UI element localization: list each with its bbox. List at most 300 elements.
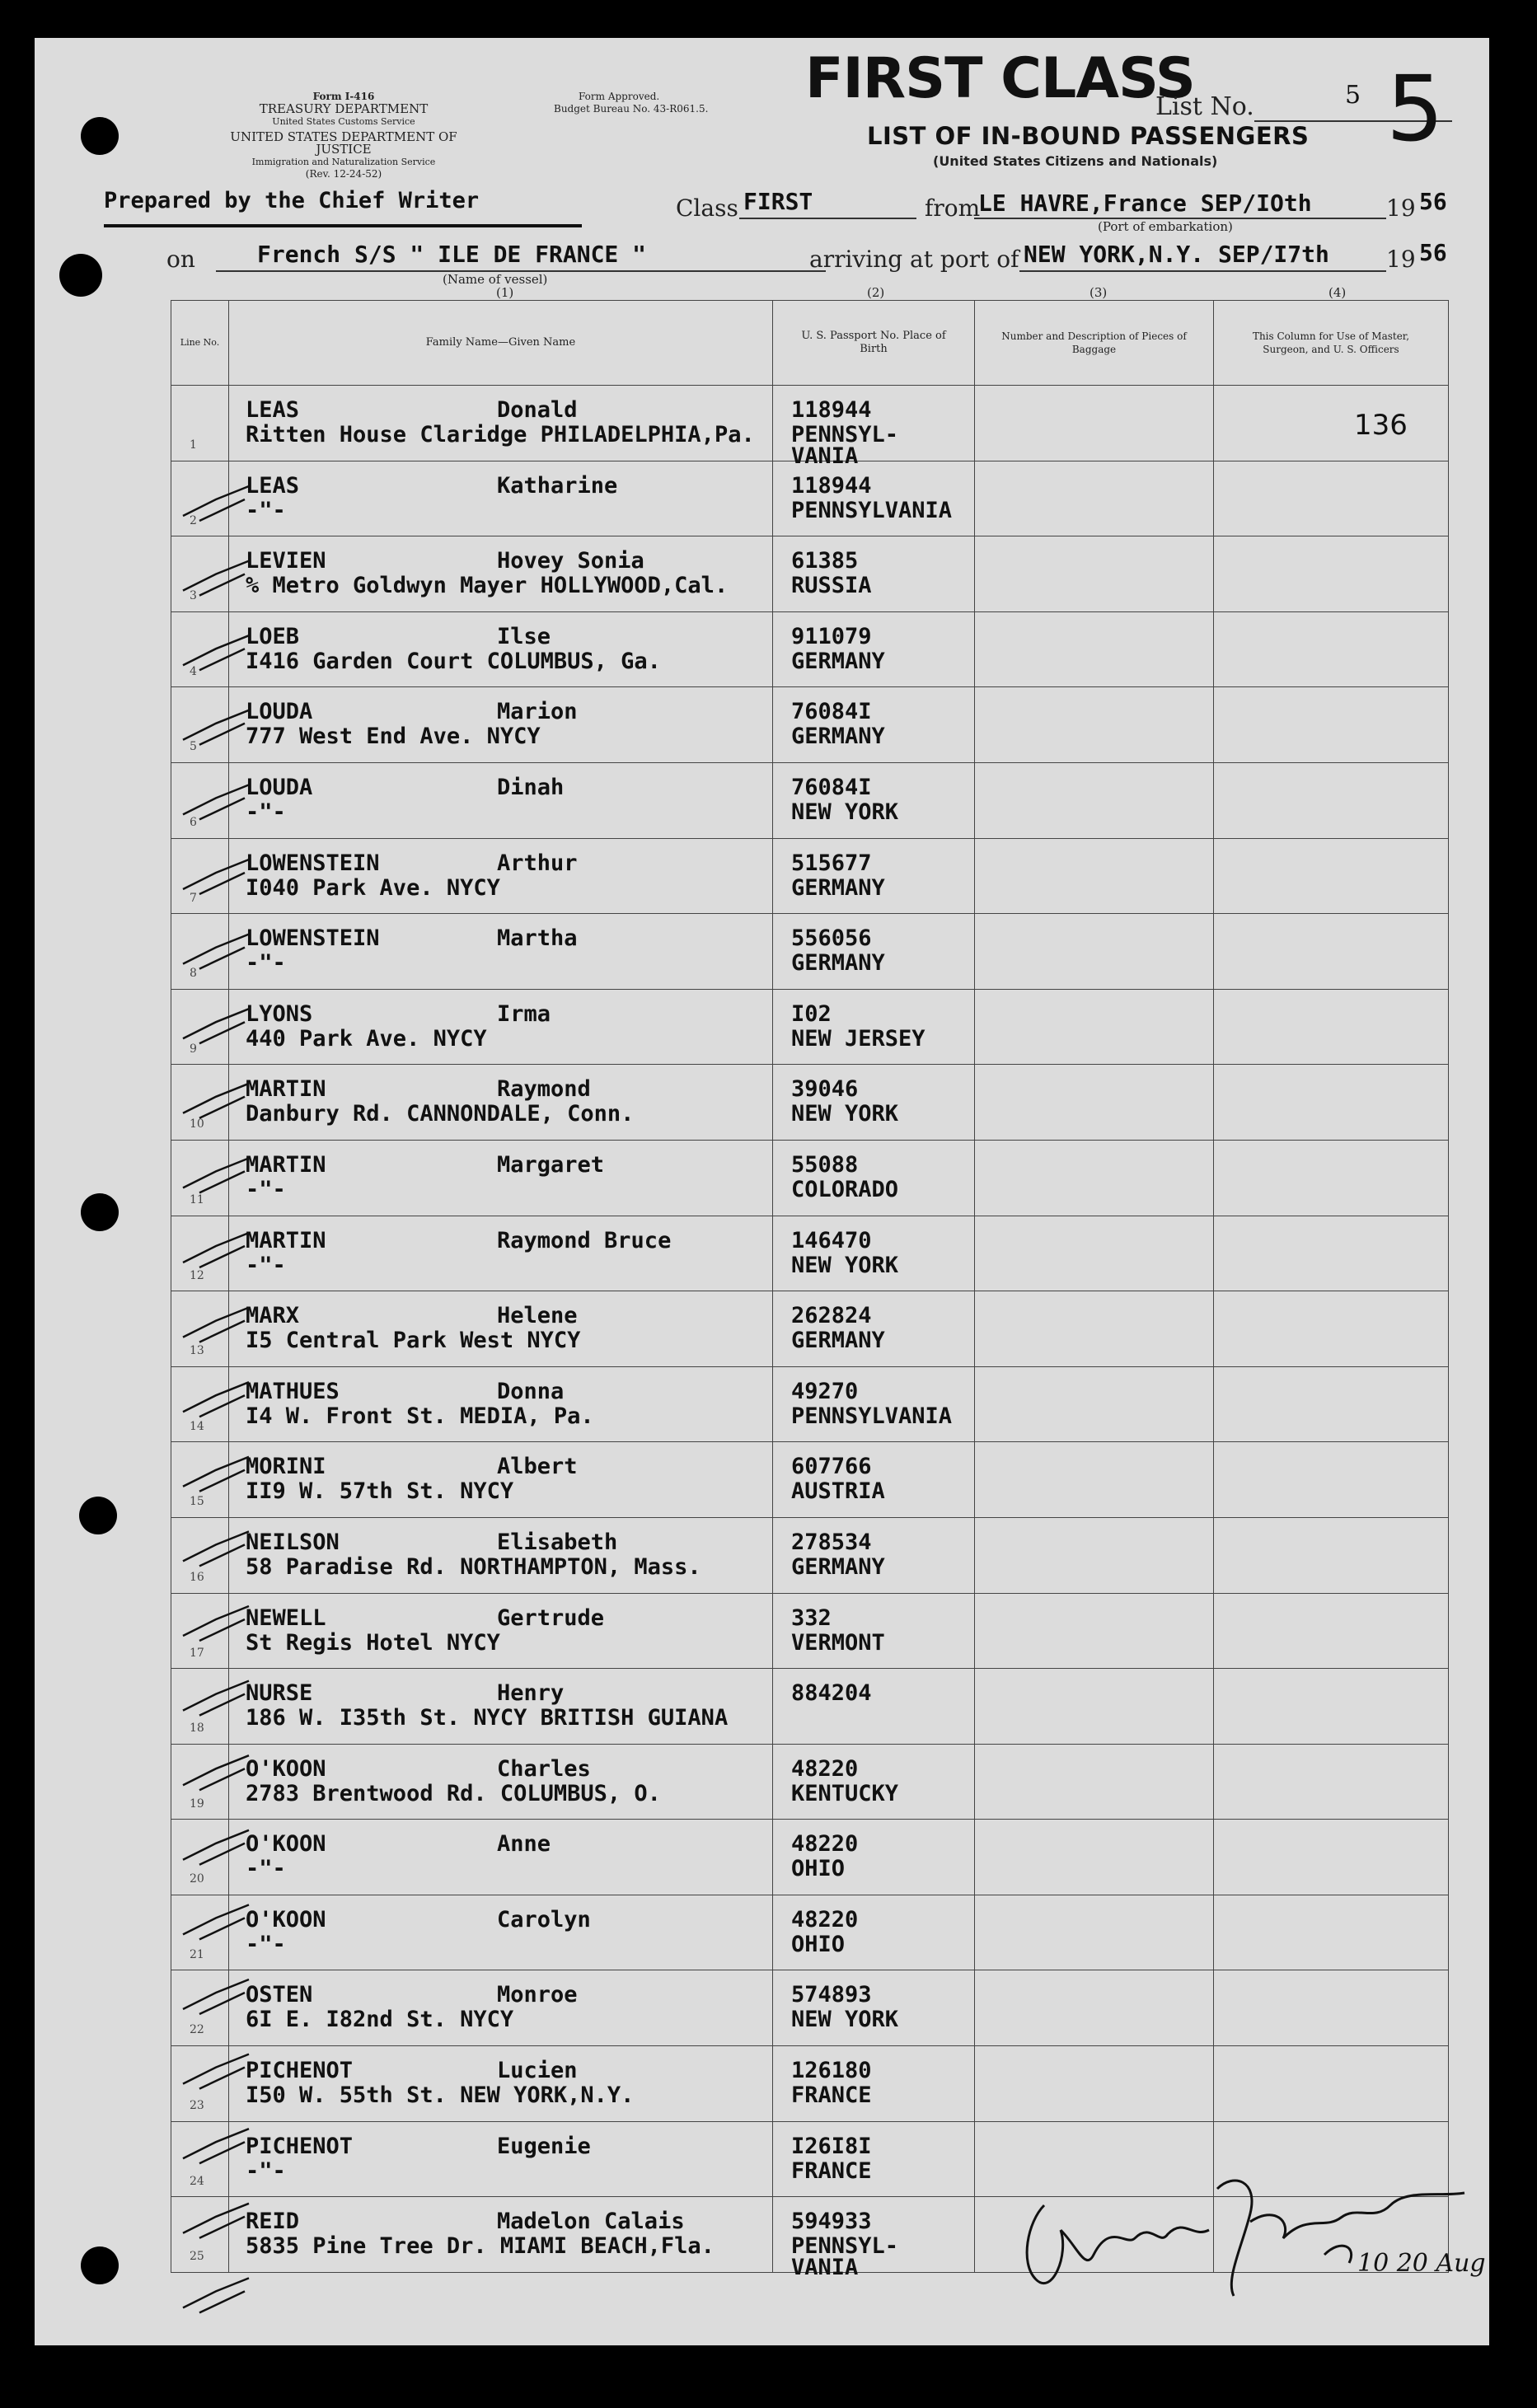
officer-cell xyxy=(1214,536,1449,612)
table-row xyxy=(171,461,1449,536)
line-number: 23 xyxy=(190,2099,204,2113)
check-mark xyxy=(183,2204,249,2238)
place-of-birth: GERMANY xyxy=(791,648,885,674)
place-of-birth: NEW YORK xyxy=(791,1252,899,1278)
address: 440 Park Ave. NYCY xyxy=(246,1025,487,1052)
passport-number: 607766 xyxy=(791,1454,872,1480)
from-year: 56 xyxy=(1419,188,1447,215)
manifest-page xyxy=(35,38,1489,2345)
passport-cell xyxy=(773,1065,975,1141)
line-number: 24 xyxy=(190,2174,204,2188)
baggage-cell xyxy=(975,1366,1214,1442)
passport-number: 49270 xyxy=(791,1378,859,1404)
family-name: PICHENOT xyxy=(246,2133,354,2159)
table-row xyxy=(171,1820,1449,1895)
name-cell xyxy=(229,838,773,914)
passport-cell xyxy=(773,2046,975,2122)
officer-cell xyxy=(1214,1366,1449,1442)
check-mark xyxy=(183,1158,249,1192)
passport-cell xyxy=(773,838,975,914)
name-cell xyxy=(229,1140,773,1216)
line-number: 1 xyxy=(190,438,197,452)
line-number: 22 xyxy=(190,2023,204,2037)
passport-number: 76084I xyxy=(791,699,872,725)
baggage-cell xyxy=(975,1820,1214,1895)
given-name: Gertrude xyxy=(497,1605,605,1631)
officer-cell xyxy=(1214,762,1449,838)
table-row xyxy=(171,989,1449,1065)
given-name: Madelon Calais xyxy=(497,2209,685,2235)
baggage-cell xyxy=(975,2046,1214,2122)
punch-hole xyxy=(81,2246,119,2284)
officer-cell xyxy=(1214,1291,1449,1367)
check-mark xyxy=(183,2278,249,2312)
class-title: FIRST CLASS xyxy=(805,46,1195,111)
family-name: PICHENOT xyxy=(246,2058,354,2084)
place-of-birth: FRANCE xyxy=(791,2082,872,2109)
passport-number: 574893 xyxy=(791,1982,872,2008)
given-name: Monroe xyxy=(497,1982,578,2008)
given-name: Donna xyxy=(497,1378,565,1404)
family-name: LEAS xyxy=(246,397,300,423)
passport-cell xyxy=(773,536,975,612)
passport-number: 594933 xyxy=(791,2209,872,2235)
col-line-no: Line No. xyxy=(171,301,229,386)
name-cell xyxy=(229,762,773,838)
passport-number: 48220 xyxy=(791,1831,859,1858)
passport-cell xyxy=(773,914,975,990)
baggage-cell xyxy=(975,687,1214,763)
line-number: 3 xyxy=(190,589,197,603)
name-cell xyxy=(229,1517,773,1593)
passport-number: 48220 xyxy=(791,1906,859,1932)
baggage-cell xyxy=(975,611,1214,687)
dept-justice: UNITED STATES DEPARTMENT OF JUSTICE xyxy=(230,129,457,157)
place-of-birth: PENNSYLVANIA xyxy=(791,1403,953,1429)
name-cell xyxy=(229,914,773,990)
name-cell xyxy=(229,2046,773,2122)
baggage-cell xyxy=(975,838,1214,914)
passport-cell xyxy=(773,1744,975,1820)
officer-cell xyxy=(1214,1216,1449,1291)
passport-number: 515677 xyxy=(791,850,872,876)
line-number: 19 xyxy=(190,1797,204,1811)
budget-number: Budget Bureau No. 43-R061.5. xyxy=(554,103,709,115)
officer-cell xyxy=(1214,1517,1449,1593)
given-name: Henry xyxy=(497,1680,565,1707)
name-cell xyxy=(229,1216,773,1291)
line-number: 17 xyxy=(190,1646,204,1660)
passport-cell xyxy=(773,762,975,838)
name-cell xyxy=(229,2197,773,2273)
arriving-label: arriving at port of xyxy=(809,246,1019,273)
officer-note: 136 xyxy=(1354,409,1408,442)
name-cell xyxy=(229,989,773,1065)
passport-cell xyxy=(773,1442,975,1518)
punch-hole xyxy=(81,1193,119,1231)
table-row xyxy=(171,2046,1449,2122)
passport-cell xyxy=(773,386,975,469)
passport-cell xyxy=(773,687,975,763)
check-mark xyxy=(183,1755,249,1790)
place-of-birth: VERMONT xyxy=(791,1629,885,1656)
family-name: NURSE xyxy=(246,1680,313,1707)
table-row xyxy=(171,1517,1449,1593)
family-name: LEVIEN xyxy=(246,548,326,574)
baggage-cell xyxy=(975,536,1214,612)
list-number-small: 5 xyxy=(1345,81,1361,110)
given-name: Marion xyxy=(497,699,578,725)
given-name: Helene xyxy=(497,1303,578,1329)
table-row xyxy=(171,1744,1449,1820)
baggage-cell xyxy=(975,1970,1214,2046)
passport-number: I26I8I xyxy=(791,2133,872,2159)
table-row xyxy=(171,536,1449,612)
arrive-year: 56 xyxy=(1419,239,1447,266)
passport-number: 39046 xyxy=(791,1076,859,1103)
table-row xyxy=(171,1065,1449,1141)
line-number: 8 xyxy=(190,967,197,981)
passport-cell xyxy=(773,1820,975,1895)
vessel-value: French S/S " ILE DE FRANCE " xyxy=(257,241,647,268)
arrive-year-prefix: 19 xyxy=(1386,246,1416,273)
baggage-cell xyxy=(975,1291,1214,1367)
passport-cell xyxy=(773,611,975,687)
arriving-line xyxy=(1019,270,1386,272)
officer-cell xyxy=(1214,838,1449,914)
line-number: 11 xyxy=(190,1192,204,1206)
name-cell xyxy=(229,1291,773,1367)
line-number: 2 xyxy=(190,513,197,527)
col-number-2: (2) xyxy=(867,285,885,300)
check-mark xyxy=(183,2054,249,2089)
table-row xyxy=(171,1140,1449,1216)
baggage-cell xyxy=(975,762,1214,838)
form-revision: (Rev. 12-24-52) xyxy=(305,168,382,180)
check-mark xyxy=(183,1979,249,2014)
name-cell xyxy=(229,1065,773,1141)
on-label: on xyxy=(166,246,195,273)
given-name: Raymond xyxy=(497,1076,591,1103)
place-of-birth: PENNSYL- xyxy=(791,2233,899,2260)
family-name: LOWENSTEIN xyxy=(246,925,380,952)
check-mark xyxy=(183,1904,249,1939)
officer-cell xyxy=(1214,386,1449,461)
passport-cell xyxy=(773,1669,975,1745)
given-name: Margaret xyxy=(497,1151,605,1178)
check-mark xyxy=(183,1531,249,1566)
check-mark xyxy=(183,785,249,819)
passport-number: 332 xyxy=(791,1605,832,1631)
address: 777 West End Ave. NYCY xyxy=(246,724,541,750)
name-cell xyxy=(229,1442,773,1518)
family-name: MARX xyxy=(246,1303,300,1329)
name-cell xyxy=(229,1970,773,2046)
family-name: LOUDA xyxy=(246,699,313,725)
table-header-row xyxy=(171,301,1449,386)
place-of-birth: GERMANY xyxy=(791,1328,885,1354)
family-name: O'KOON xyxy=(246,1755,326,1782)
place-of-birth: NEW JERSEY xyxy=(791,1025,925,1052)
place-of-birth-cont: VANIA xyxy=(791,2255,859,2281)
check-mark xyxy=(183,1606,249,1641)
table-row xyxy=(171,838,1449,914)
passport-number: I02 xyxy=(791,1000,832,1027)
col-number-1: (1) xyxy=(496,285,514,300)
given-name: Raymond Bruce xyxy=(497,1227,672,1253)
list-title: LIST OF IN-BOUND PASSENGERS xyxy=(867,122,1310,150)
officer-cell xyxy=(1214,461,1449,536)
list-number-big: 5 xyxy=(1386,56,1444,162)
address: II9 W. 57th St. NYCY xyxy=(246,1478,514,1505)
col-passport: U. S. Passport No. Place of Birth xyxy=(773,301,975,386)
family-name: O'KOON xyxy=(246,1831,326,1858)
place-of-birth-cont: VANIA xyxy=(791,443,859,469)
officer-cell xyxy=(1214,687,1449,763)
family-name: MARTIN xyxy=(246,1151,326,1178)
table-row xyxy=(171,386,1449,461)
given-name: Hovey Sonia xyxy=(497,548,644,574)
place-of-birth: NEW YORK xyxy=(791,799,899,825)
place-of-birth: RUSSIA xyxy=(791,573,872,599)
family-name: LEAS xyxy=(246,472,300,499)
check-mark xyxy=(183,1681,249,1716)
line-number: 12 xyxy=(190,1268,204,1282)
class-label: Class xyxy=(676,194,738,222)
line-number: 6 xyxy=(190,815,197,829)
address: I040 Park Ave. NYCY xyxy=(246,874,500,901)
family-name: LOEB xyxy=(246,623,300,649)
name-cell xyxy=(229,1366,773,1442)
officer-cell xyxy=(1214,1140,1449,1216)
table-row xyxy=(171,1291,1449,1367)
vessel-note: (Name of vessel) xyxy=(443,272,548,287)
address: -"- xyxy=(246,1252,286,1278)
address: -"- xyxy=(246,950,286,977)
passport-cell xyxy=(773,1291,975,1367)
officer-cell xyxy=(1214,1970,1449,2046)
address: Danbury Rd. CANNONDALE, Conn. xyxy=(246,1101,635,1127)
form-header-left xyxy=(208,91,480,180)
family-name: NEILSON xyxy=(246,1529,340,1555)
family-name: MARTIN xyxy=(246,1227,326,1253)
officer-cell xyxy=(1214,1669,1449,1745)
from-label: from xyxy=(925,194,981,222)
baggage-cell xyxy=(975,1442,1214,1518)
check-mark xyxy=(183,1233,249,1267)
baggage-cell xyxy=(975,461,1214,536)
line-number: 10 xyxy=(190,1117,204,1131)
address: 6I E. I82nd St. NYCY xyxy=(246,2007,514,2033)
family-name: LOUDA xyxy=(246,774,313,800)
address: I5 Central Park West NYCY xyxy=(246,1328,581,1354)
passport-cell xyxy=(773,989,975,1065)
baggage-cell xyxy=(975,1669,1214,1745)
table-row xyxy=(171,687,1449,763)
given-name: Eugenie xyxy=(497,2133,591,2159)
family-name: LOWENSTEIN xyxy=(246,850,380,876)
place-of-birth: KENTUCKY xyxy=(791,1780,899,1806)
table-row xyxy=(171,1593,1449,1669)
place-of-birth: FRANCE xyxy=(791,2157,872,2184)
baggage-cell xyxy=(975,1593,1214,1669)
passport-number: 278534 xyxy=(791,1529,872,1555)
address: Ritten House Claridge PHILADELPHIA,Pa. xyxy=(246,422,755,447)
check-mark xyxy=(183,860,249,894)
address: St Regis Hotel NYCY xyxy=(246,1629,500,1656)
table-row xyxy=(171,1442,1449,1518)
place-of-birth: GERMANY xyxy=(791,950,885,977)
line-number: 15 xyxy=(190,1495,204,1509)
place-of-birth: GERMANY xyxy=(791,724,885,750)
col-family-given: Family Name—Given Name xyxy=(229,301,773,386)
place-of-birth: OHIO xyxy=(791,1931,846,1957)
passport-cell xyxy=(773,1517,975,1593)
passport-number: 55088 xyxy=(791,1151,859,1178)
family-name: OSTEN xyxy=(246,1982,313,2008)
passport-cell xyxy=(773,1970,975,2046)
check-mark xyxy=(183,1382,249,1417)
line-number: 5 xyxy=(190,740,197,754)
passport-cell xyxy=(773,2121,975,2197)
family-name: MORINI xyxy=(246,1454,326,1480)
line-number: 4 xyxy=(190,664,197,678)
name-cell xyxy=(229,687,773,763)
officer-cell xyxy=(1214,2046,1449,2122)
passport-number: 126180 xyxy=(791,2058,872,2084)
punch-hole xyxy=(79,1497,117,1534)
name-cell xyxy=(229,1895,773,1970)
given-name: Carolyn xyxy=(497,1906,591,1932)
class-value: FIRST xyxy=(743,188,813,215)
address: I50 W. 55th St. NEW YORK,N.Y. xyxy=(246,2082,635,2109)
place-of-birth: NEW YORK xyxy=(791,1101,899,1127)
place-of-birth: NEW YORK xyxy=(791,2007,899,2033)
table-row xyxy=(171,1669,1449,1745)
family-name: REID xyxy=(246,2209,300,2235)
name-cell xyxy=(229,611,773,687)
punch-hole xyxy=(81,117,119,155)
check-mark xyxy=(183,486,249,521)
baggage-cell xyxy=(975,386,1214,461)
table-row xyxy=(171,762,1449,838)
address: -"- xyxy=(246,799,286,825)
check-mark xyxy=(183,1009,249,1043)
officer-cell xyxy=(1214,1442,1449,1518)
line-number: 7 xyxy=(190,891,197,905)
line-number: 21 xyxy=(190,1947,204,1961)
passport-number: 76084I xyxy=(791,774,872,800)
officer-cell xyxy=(1214,914,1449,990)
given-name: Katharine xyxy=(497,472,618,499)
baggage-cell xyxy=(975,989,1214,1065)
prepared-underline xyxy=(104,224,582,227)
given-name: Donald xyxy=(497,397,578,423)
family-name: MARTIN xyxy=(246,1076,326,1103)
passport-cell xyxy=(773,461,975,536)
address: I416 Garden Court COLUMBUS, Ga. xyxy=(246,648,661,674)
passport-cell xyxy=(773,1140,975,1216)
line-number: 9 xyxy=(190,1042,197,1056)
check-mark xyxy=(183,1457,249,1492)
passport-number: 118944 xyxy=(791,397,872,423)
dept-treasury: TREASURY DEPARTMENT xyxy=(259,101,429,116)
table-row xyxy=(171,914,1449,990)
given-name: Arthur xyxy=(497,850,578,876)
address: -"- xyxy=(246,2157,286,2184)
given-name: Elisabeth xyxy=(497,1529,618,1555)
baggage-cell xyxy=(975,1140,1214,1216)
family-name: O'KOON xyxy=(246,1906,326,1932)
address: I4 W. Front St. MEDIA, Pa. xyxy=(246,1403,594,1429)
check-mark xyxy=(183,561,249,596)
address: 58 Paradise Rd. NORTHAMPTON, Mass. xyxy=(246,1553,701,1580)
officer-cell xyxy=(1214,1744,1449,1820)
line-number: 16 xyxy=(190,1570,204,1584)
col-officers: This Column for Use of Master, Surgeon, and U. S. Officers xyxy=(1214,301,1449,386)
place-of-birth: COLORADO xyxy=(791,1176,899,1202)
check-mark xyxy=(183,1830,249,1865)
line-number: 20 xyxy=(190,1872,204,1886)
name-cell xyxy=(229,386,773,461)
given-name: Charles xyxy=(497,1755,591,1782)
name-cell xyxy=(229,461,773,536)
from-value: LE HAVRE,France SEP/IOth xyxy=(978,190,1312,217)
form-approval xyxy=(554,91,768,115)
place-of-birth: OHIO xyxy=(791,1856,846,1882)
passport-number: 884204 xyxy=(791,1680,872,1707)
family-name: MATHUES xyxy=(246,1378,340,1404)
passport-number: 61385 xyxy=(791,548,859,574)
signature-note: 10 20 Aug xyxy=(1357,2249,1486,2278)
arriving-value: NEW YORK,N.Y. SEP/I7th xyxy=(1024,241,1329,268)
address: -"- xyxy=(246,497,286,523)
table-row xyxy=(171,1970,1449,2046)
baggage-cell xyxy=(975,1065,1214,1141)
list-subtitle: (United States Citizens and Nationals) xyxy=(933,153,1218,169)
passport-number: 48220 xyxy=(791,1755,859,1782)
dept-treasury-sub: United States Customs Service xyxy=(272,116,415,127)
place-of-birth: GERMANY xyxy=(791,874,885,901)
inspector-signature xyxy=(1011,2156,1486,2321)
baggage-cell xyxy=(975,1517,1214,1593)
baggage-cell xyxy=(975,914,1214,990)
passport-number: 556056 xyxy=(791,925,872,952)
baggage-cell xyxy=(975,1895,1214,1970)
name-cell xyxy=(229,1820,773,1895)
given-name: Anne xyxy=(497,1831,551,1858)
address: -"- xyxy=(246,1856,286,1882)
table-row xyxy=(171,1895,1449,1970)
officer-cell xyxy=(1214,611,1449,687)
passport-number: 146470 xyxy=(791,1227,872,1253)
given-name: Martha xyxy=(497,925,578,952)
from-year-prefix: 19 xyxy=(1386,194,1416,222)
family-name: LYONS xyxy=(246,1000,313,1027)
passport-cell xyxy=(773,1366,975,1442)
officer-cell xyxy=(1214,989,1449,1065)
list-number-label: List No. xyxy=(1155,92,1254,121)
address: 186 W. I35th St. NYCY BRITISH GUIANA xyxy=(246,1705,729,1731)
punch-hole xyxy=(59,254,102,297)
passport-number: 911079 xyxy=(791,623,872,649)
check-mark xyxy=(183,710,249,745)
place-of-birth: PENNSYL- xyxy=(791,422,899,447)
prepared-by: Prepared by the Chief Writer xyxy=(104,188,480,213)
place-of-birth: AUSTRIA xyxy=(791,1478,885,1505)
dept-justice-sub: Immigration and Naturalization Service xyxy=(251,157,436,167)
name-cell xyxy=(229,1744,773,1820)
